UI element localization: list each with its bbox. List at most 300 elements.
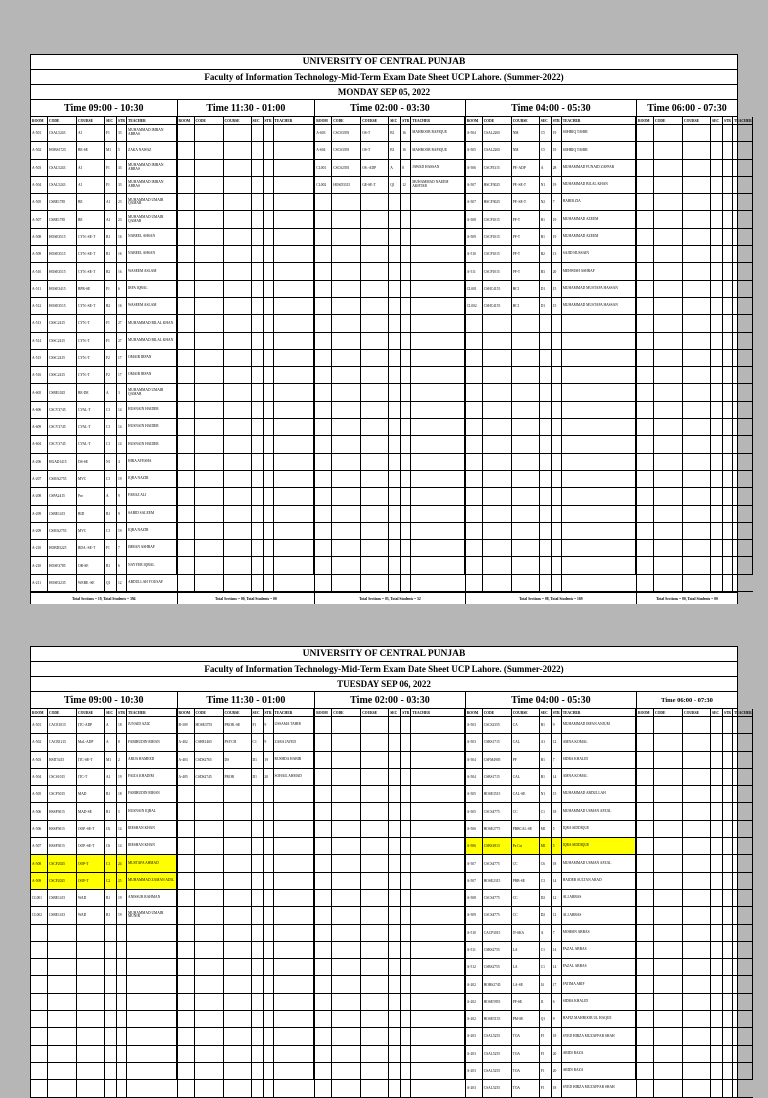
table-cell: [723, 786, 733, 803]
table-cell: HSIT5415: [48, 752, 77, 769]
table-cell: [637, 942, 654, 959]
table-cell: HOSE3235: [48, 575, 77, 592]
table-cell: [401, 717, 411, 734]
table-cell: [733, 488, 753, 505]
table-cell: [224, 803, 252, 820]
table-cell: [723, 506, 733, 523]
table-cell: [252, 1080, 264, 1097]
table-cell: [733, 994, 753, 1011]
table-cell: [654, 523, 683, 540]
table-cell: [332, 575, 361, 592]
table-cell: [711, 1011, 723, 1028]
table-cell: [264, 315, 274, 332]
table-cell: [315, 367, 332, 384]
table-cell: MVC: [77, 471, 105, 488]
table-cell: [264, 419, 274, 436]
table-cell: [178, 557, 195, 574]
table-cell: A-515: [31, 350, 48, 367]
column-header: COURSE: [361, 117, 389, 125]
time-slot-block: [31, 100, 178, 604]
table-cell: [711, 194, 723, 211]
table-cell: [315, 734, 332, 751]
table-cell: [117, 994, 127, 1011]
table-cell: [389, 350, 401, 367]
table-cell: [733, 838, 753, 855]
table-cell: [315, 907, 332, 924]
time-slot-block: [315, 692, 466, 1098]
table-cell: [315, 855, 332, 872]
table-cell: [654, 315, 683, 332]
table-cell: FATIMA ARIF: [562, 976, 636, 993]
table-cell: [466, 384, 483, 401]
table-cell: [224, 160, 252, 177]
table-cell: [654, 769, 683, 786]
table-cell: F1: [540, 1046, 552, 1063]
table-cell: [723, 540, 733, 557]
table-cell: [252, 350, 264, 367]
table-cell: [105, 959, 117, 976]
column-header: STR: [723, 709, 733, 717]
table-cell: [224, 333, 252, 350]
table-cell: [31, 994, 48, 1011]
table-cell: BE-DE: [77, 384, 105, 401]
table-cell: CYN.-SE-T: [77, 298, 105, 315]
table-cell: [315, 246, 332, 263]
table-cell: [637, 1063, 654, 1080]
table-cell: 17: [117, 367, 127, 384]
table-cell: [264, 959, 274, 976]
table-cell: [683, 557, 711, 574]
table-cell: [411, 1063, 465, 1080]
table-cell: B1: [540, 211, 552, 228]
table-cell: 16: [401, 125, 411, 142]
table-cell: [637, 838, 654, 855]
table-cell: [195, 1046, 224, 1063]
table-cell: SOHRIQ TAHIR: [562, 125, 636, 142]
table-cell: [637, 540, 654, 557]
table-cell: [654, 994, 683, 1011]
table-cell: [389, 557, 401, 574]
table-cell: HOSE3415: [48, 281, 77, 298]
column-header: CODE: [483, 117, 512, 125]
table-cell: A-503: [466, 734, 483, 751]
table-cell: [274, 890, 315, 907]
table-cell: [411, 994, 465, 1011]
table-cell: [332, 402, 361, 419]
table-cell: [733, 575, 753, 592]
table-cell: 6: [117, 557, 127, 574]
table-cell: [389, 436, 401, 453]
table-cell: C1: [105, 436, 117, 453]
table-cell: [552, 540, 562, 557]
table-cell: [401, 229, 411, 246]
table-cell: [252, 384, 264, 401]
table-cell: [264, 821, 274, 838]
table-cell: [540, 350, 552, 367]
table-cell: [723, 821, 733, 838]
table-cell: WAD: [77, 907, 105, 924]
table-cell: [224, 907, 252, 924]
table-cell: [723, 1080, 733, 1097]
table-cell: [637, 557, 654, 574]
table-cell: [711, 994, 723, 1011]
table-cell: A-206: [31, 454, 48, 471]
table-cell: 27: [117, 315, 127, 332]
table-cell: [332, 734, 361, 751]
table-cell: A-509: [466, 229, 483, 246]
time-slot-block: [637, 100, 752, 604]
table-cell: CSAL5255: [483, 1046, 512, 1063]
table-cell: 9: [552, 717, 562, 734]
table-cell: [683, 803, 711, 820]
table-cell: A-606: [31, 402, 48, 419]
table-cell: CL002: [315, 177, 332, 194]
table-cell: [332, 752, 361, 769]
table-cell: [711, 769, 723, 786]
table-cell: [361, 976, 389, 993]
table-cell: 19: [117, 890, 127, 907]
table-cell: [178, 229, 195, 246]
table-cell: 27: [117, 333, 127, 350]
table-cell: HOSE3515: [48, 298, 77, 315]
table-cell: HOSE3515: [48, 263, 77, 280]
table-cell: 20: [552, 1046, 562, 1063]
table-cell: [637, 1046, 654, 1063]
table-cell: [127, 994, 177, 1011]
time-slot-title: Time 02:00 - 03:30: [315, 692, 465, 709]
table-cell: CSBS2755: [483, 959, 512, 976]
table-cell: [411, 1080, 465, 1097]
table-cell: SYED HIRZA MUZAFFAR SHAH: [562, 1028, 636, 1045]
table-cell: A-511: [31, 281, 48, 298]
table-cell: [654, 942, 683, 959]
table-cell: [315, 471, 332, 488]
table-cell: [654, 838, 683, 855]
table-cell: [332, 246, 361, 263]
table-cell: 19: [117, 523, 127, 540]
table-cell: [711, 402, 723, 419]
table-cell: [361, 523, 389, 540]
table-cell: [361, 229, 389, 246]
column-header: STR: [264, 709, 274, 717]
table-cell: [683, 263, 711, 280]
table-cell: [195, 890, 224, 907]
table-cell: CYN.-T: [77, 350, 105, 367]
table-cell: [178, 1011, 195, 1028]
table-cell: F1: [105, 315, 117, 332]
table-cell: DS: [224, 752, 252, 769]
table-cell: [411, 1011, 465, 1028]
table-cell: [562, 557, 636, 574]
table-cell: F1: [540, 1063, 552, 1080]
table-cell: HSSF5015: [48, 803, 77, 820]
table-cell: [401, 1028, 411, 1045]
table-cell: [274, 523, 315, 540]
table-cell: [401, 976, 411, 993]
table-cell: CSDS2745: [195, 769, 224, 786]
table-cell: [361, 821, 389, 838]
table-cell: [224, 821, 252, 838]
table-cell: [315, 229, 332, 246]
table-cell: A-507: [466, 177, 483, 194]
table-cell: [711, 1028, 723, 1045]
slot-totals: Total Sections = 19, Total Students = 394: [31, 592, 177, 604]
table-cell: 13: [552, 246, 562, 263]
table-cell: MAD-SE: [77, 803, 105, 820]
table-cell: [274, 575, 315, 592]
table-cell: [274, 821, 315, 838]
table-cell: Q1: [389, 177, 401, 194]
table-cell: [711, 506, 723, 523]
table-cell: [264, 488, 274, 505]
table-cell: [48, 1046, 77, 1063]
table-cell: CSDS2765: [195, 752, 224, 769]
table-cell: CSPA2415: [48, 488, 77, 505]
university-title: UNIVERSITY OF CENTRAL PUNJAB: [30, 54, 738, 70]
table-cell: N1: [540, 177, 552, 194]
table-cell: [683, 333, 711, 350]
table-cell: ALI ABBAS: [562, 907, 636, 924]
table-cell: [224, 557, 252, 574]
table-cell: [637, 786, 654, 803]
table-cell: M1: [540, 821, 552, 838]
table-cell: [711, 734, 723, 751]
table-cell: [733, 211, 753, 228]
table-cell: Q1: [540, 1011, 552, 1028]
table-cell: [274, 384, 315, 401]
table-cell: [401, 419, 411, 436]
table-cell: A-604: [31, 436, 48, 453]
table-cell: [274, 959, 315, 976]
table-cell: A-605: [31, 384, 48, 401]
table-cell: CSCS2355: [483, 717, 512, 734]
table-cell: A: [540, 160, 552, 177]
table-cell: [178, 160, 195, 177]
table-cell: [31, 959, 48, 976]
table-cell: [315, 454, 332, 471]
table-cell: [252, 160, 264, 177]
table-cell: [315, 263, 332, 280]
table-cell: [401, 471, 411, 488]
table-cell: [252, 402, 264, 419]
table-cell: A-510: [466, 246, 483, 263]
table-cell: [540, 384, 552, 401]
table-cell: 5: [552, 821, 562, 838]
table-cell: [711, 315, 723, 332]
table-cell: CSBS2755: [483, 942, 512, 959]
table-cell: B3: [540, 263, 552, 280]
table-cell: A-505: [31, 194, 48, 211]
table-cell: [127, 942, 177, 959]
table-cell: [552, 471, 562, 488]
table-cell: [711, 298, 723, 315]
table-cell: [361, 333, 389, 350]
table-cell: [401, 506, 411, 523]
table-cell: B1: [105, 557, 117, 574]
table-cell: [711, 873, 723, 890]
table-cell: [723, 471, 733, 488]
time-slot-title: Time 02:00 - 03:30: [315, 100, 465, 117]
table-cell: [361, 769, 389, 786]
table-cell: A-509: [31, 246, 48, 263]
column-header: STR: [723, 117, 733, 125]
table-cell: [512, 575, 540, 592]
table-cell: [274, 194, 315, 211]
table-cell: [637, 454, 654, 471]
table-cell: [483, 471, 512, 488]
table-cell: PRB-SE: [512, 873, 540, 890]
table-cell: MUHAMMAD UMAIR QAMAR: [127, 194, 177, 211]
table-cell: [483, 488, 512, 505]
table-cell: [562, 367, 636, 384]
table-cell: [252, 315, 264, 332]
table-cell: [683, 959, 711, 976]
table-cell: ITC-SE-T: [77, 752, 105, 769]
table-cell: 24: [117, 855, 127, 872]
table-cell: [178, 367, 195, 384]
table-cell: [224, 350, 252, 367]
table-cell: BE: [77, 194, 105, 211]
table-cell: 19: [117, 907, 127, 924]
table-cell: [637, 142, 654, 159]
table-cell: [654, 907, 683, 924]
table-cell: [683, 786, 711, 803]
table-cell: [723, 454, 733, 471]
table-cell: [178, 350, 195, 367]
table-cell: A-513: [31, 315, 48, 332]
column-header: STR: [552, 709, 562, 717]
table-cell: SOHRIQ TAHIR: [562, 142, 636, 159]
table-cell: [361, 1046, 389, 1063]
table-cell: MUHAMMAD UMAIR QAMAR: [127, 211, 177, 228]
table-cell: F1: [105, 125, 117, 142]
table-cell: [389, 488, 401, 505]
exam-table: [31, 117, 177, 592]
table-cell: [195, 959, 224, 976]
table-cell: MUHAMMAD BILAL KHAN: [127, 333, 177, 350]
table-cell: [683, 890, 711, 907]
table-cell: 23: [117, 211, 127, 228]
table-cell: OMAIR IRFAN: [127, 350, 177, 367]
table-cell: [711, 488, 723, 505]
table-cell: [224, 211, 252, 228]
table-cell: OOP.-SE-T: [77, 838, 105, 855]
table-cell: WASEEM ASLAM: [127, 298, 177, 315]
table-cell: MUHAMMAD MUSTAFA HASSAN: [562, 281, 636, 298]
table-cell: [195, 177, 224, 194]
table-cell: CSBE1415: [48, 506, 77, 523]
table-cell: [178, 821, 195, 838]
table-cell: ABDULLAH YOUSAF: [127, 575, 177, 592]
table-cell: [224, 523, 252, 540]
date-sheet-monday: [30, 54, 752, 604]
table-cell: [733, 803, 753, 820]
table-cell: ZAKA NAWAZ: [127, 142, 177, 159]
table-cell: PF-T: [512, 211, 540, 228]
table-cell: A-603: [315, 125, 332, 142]
table-cell: [411, 838, 465, 855]
table-cell: [195, 298, 224, 315]
exam-table: [315, 117, 465, 592]
table-cell: [389, 384, 401, 401]
table-cell: A: [105, 488, 117, 505]
table-cell: 16: [401, 142, 411, 159]
table-cell: [224, 1063, 252, 1080]
table-cell: MUHAMMAD AZEEM: [562, 211, 636, 228]
table-cell: [31, 1046, 48, 1063]
table-cell: CSCS4775: [483, 890, 512, 907]
table-cell: [274, 125, 315, 142]
table-cell: [683, 177, 711, 194]
column-header: ROOM: [466, 117, 483, 125]
table-cell: [401, 281, 411, 298]
table-cell: MUHAMMAD UMAIR QAMAR: [127, 384, 177, 401]
table-cell: [315, 890, 332, 907]
table-cell: A: [105, 384, 117, 401]
table-cell: [654, 1028, 683, 1045]
table-cell: [683, 855, 711, 872]
table-cell: CACE1015: [48, 717, 77, 734]
table-cell: [77, 1080, 105, 1097]
table-cell: [733, 925, 753, 942]
table-cell: OOP-T: [77, 855, 105, 872]
table-cell: [195, 160, 224, 177]
table-cell: A-504: [466, 752, 483, 769]
table-cell: NM: [512, 125, 540, 142]
table-cell: CL001: [31, 890, 48, 907]
table-cell: [723, 717, 733, 734]
table-cell: [224, 402, 252, 419]
table-cell: [389, 769, 401, 786]
table-cell: B1: [389, 142, 401, 159]
table-cell: CYN.-SE-T: [77, 246, 105, 263]
table-cell: [264, 177, 274, 194]
table-cell: CC: [512, 907, 540, 924]
table-cell: [361, 211, 389, 228]
table-cell: [252, 1063, 264, 1080]
table-cell: [315, 1028, 332, 1045]
table-cell: A-209: [31, 523, 48, 540]
table-cell: TOA: [512, 1080, 540, 1097]
table-cell: [401, 488, 411, 505]
table-cell: CVAL-T: [77, 419, 105, 436]
table-cell: [562, 436, 636, 453]
table-cell: 3: [117, 384, 127, 401]
table-cell: IQRA SIDDIQUE: [562, 821, 636, 838]
table-cell: ARIJA HAMEED: [127, 752, 177, 769]
table-cell: FABIHUDIN RIHAN: [127, 786, 177, 803]
table-cell: [512, 402, 540, 419]
table-cell: [683, 298, 711, 315]
table-cell: [264, 246, 274, 263]
exam-table: [637, 117, 752, 592]
table-cell: [332, 488, 361, 505]
table-cell: [733, 160, 753, 177]
table-cell: [315, 786, 332, 803]
table-cell: 15: [552, 281, 562, 298]
table-cell: [332, 194, 361, 211]
table-cell: [723, 925, 733, 942]
table-cell: A-509: [31, 873, 48, 890]
table-cell: CSCP1015: [483, 246, 512, 263]
table-cell: B1: [389, 125, 401, 142]
table-cell: [411, 959, 465, 976]
table-cell: [195, 125, 224, 142]
table-cell: FAIZA KHADIM: [127, 769, 177, 786]
table-cell: [711, 384, 723, 401]
table-cell: [264, 160, 274, 177]
table-cell: 18: [552, 803, 562, 820]
